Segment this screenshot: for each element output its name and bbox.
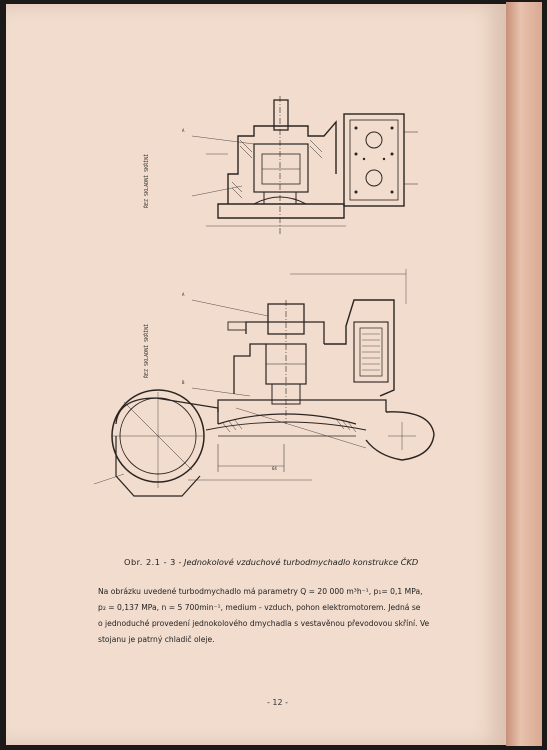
paragraph-line: p₂ = 0,137 MPa, n = 5 700min⁻¹, medium - vzduch, pohon elektromotorem. Jedná se — [98, 603, 421, 612]
figure-number: Obr. 2.1 - 3 — [124, 557, 176, 567]
page-edge — [506, 2, 542, 746]
figure-title: Jednokolové vzduchové turbodmychadlo konstrukce ČKD — [184, 557, 419, 567]
svg-text:64: 64 — [272, 466, 277, 471]
figure-caption — [124, 557, 418, 567]
page-number: - 12 - — [267, 698, 289, 707]
caption-separator: - — [178, 557, 182, 567]
bottom-section-label: ŘEZ SKLADNÍ SKŘÍNÍ — [144, 323, 150, 378]
paragraph-line: Na obrázku uvedené turbodmychadlo má parametry Q = 20 000 m³h⁻¹, p₁= 0,1 MPa, — [98, 587, 423, 596]
svg-text:A: A — [182, 292, 185, 297]
top-section-label: ŘEZ SKLADNÍ SKŘÍNÍ — [144, 153, 150, 208]
svg-text:B: B — [182, 380, 185, 385]
technical-drawing — [6, 4, 506, 549]
document-page — [6, 4, 506, 745]
paragraph-line: stojanu je patrný chladič oleje. — [98, 635, 215, 644]
svg-text:A: A — [182, 128, 185, 133]
paragraph-line: o jednoduché provedení jednokolového dmychadla s vestavěnou převodovou skříní. Ve — [98, 619, 430, 628]
body-paragraph — [98, 584, 468, 648]
